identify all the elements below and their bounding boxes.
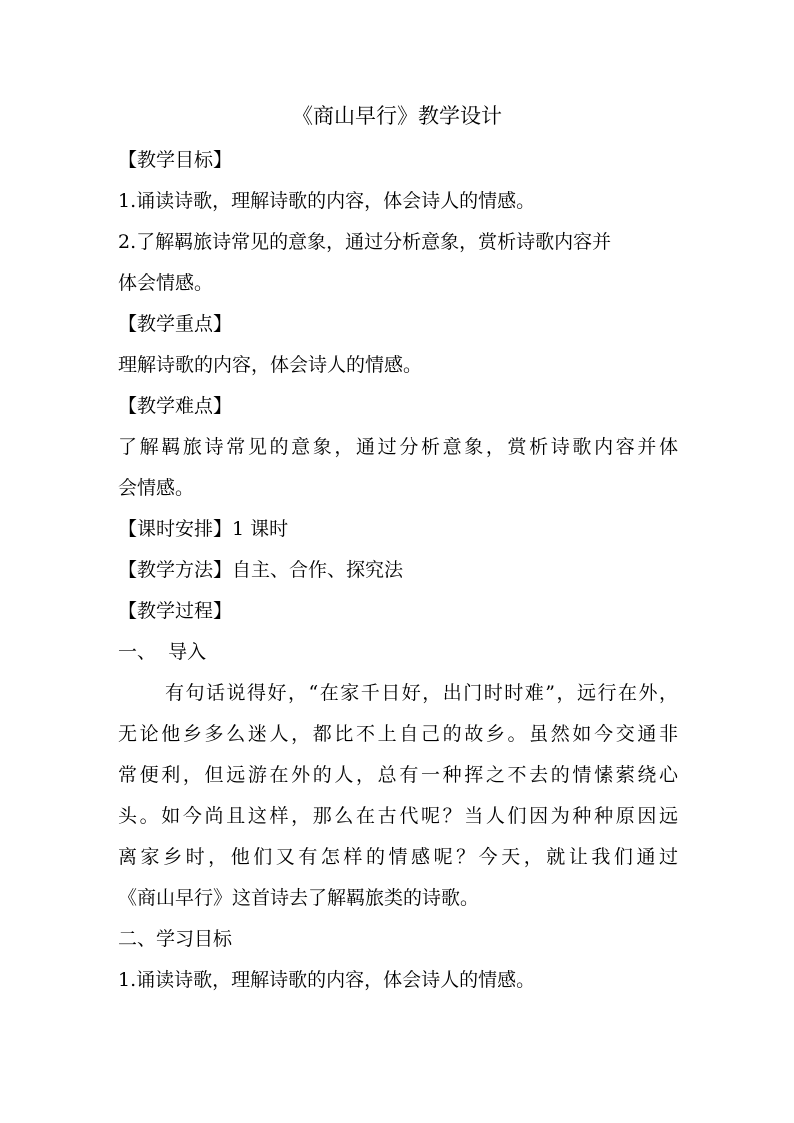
process-step-1-heading: 一、 导入 bbox=[118, 641, 207, 663]
document-title: 《商山早行》教学设计 bbox=[292, 104, 502, 128]
key-points-text: 理解诗歌的内容，体会诗人的情感。 bbox=[118, 354, 423, 376]
section-heading-difficulties: 【教学难点】 bbox=[118, 395, 233, 417]
intro-paragraph-line-6: 《商山早行》这首诗去了解羁旅类的诗歌。 bbox=[118, 887, 480, 909]
intro-paragraph-line-4: 头。如今尚且这样，那么在古代呢？当人们因为种种原因远 bbox=[118, 805, 678, 827]
difficulties-text-line-2: 会情感。 bbox=[118, 477, 195, 499]
intro-paragraph-line-2: 无论他乡多么迷人，都比不上自己的故乡。虽然如今交通非 bbox=[118, 723, 678, 745]
difficulties-text-line-1: 了解羁旅诗常见的意象，通过分析意象，赏析诗歌内容并体 bbox=[118, 436, 678, 458]
teaching-methods: 【教学方法】自主、合作、探究法 bbox=[118, 559, 404, 581]
objective-item-1: 1.诵读诗歌，理解诗歌的内容，体会诗人的情感。 bbox=[118, 190, 536, 212]
intro-paragraph-line-5: 离家乡时，他们又有怎样的情感呢？今天，就让我们通过 bbox=[118, 846, 678, 868]
section-heading-key-points: 【教学重点】 bbox=[118, 313, 233, 335]
document-body bbox=[118, 140, 678, 1001]
objective-item-2-line-1: 2.了解羁旅诗常见的意象，通过分析意象，赏析诗歌内容并 bbox=[118, 231, 612, 253]
intro-paragraph-line-1: 有句话说得好，“在家千日好，出门时时难”，远行在外， bbox=[165, 682, 678, 704]
process-step-2-heading: 二、学习目标 bbox=[118, 928, 233, 950]
objective-item-2-line-2: 体会情感。 bbox=[118, 272, 214, 294]
section-heading-objectives: 【教学目标】 bbox=[118, 149, 233, 171]
intro-paragraph-line-3: 常便利，但远游在外的人，总有一种挥之不去的情愫萦绕心 bbox=[118, 764, 678, 786]
class-hours: 【课时安排】1 课时 bbox=[118, 518, 289, 540]
section-heading-process: 【教学过程】 bbox=[118, 600, 233, 622]
learning-objective-item-1: 1.诵读诗歌，理解诗歌的内容，体会诗人的情感。 bbox=[118, 969, 536, 991]
